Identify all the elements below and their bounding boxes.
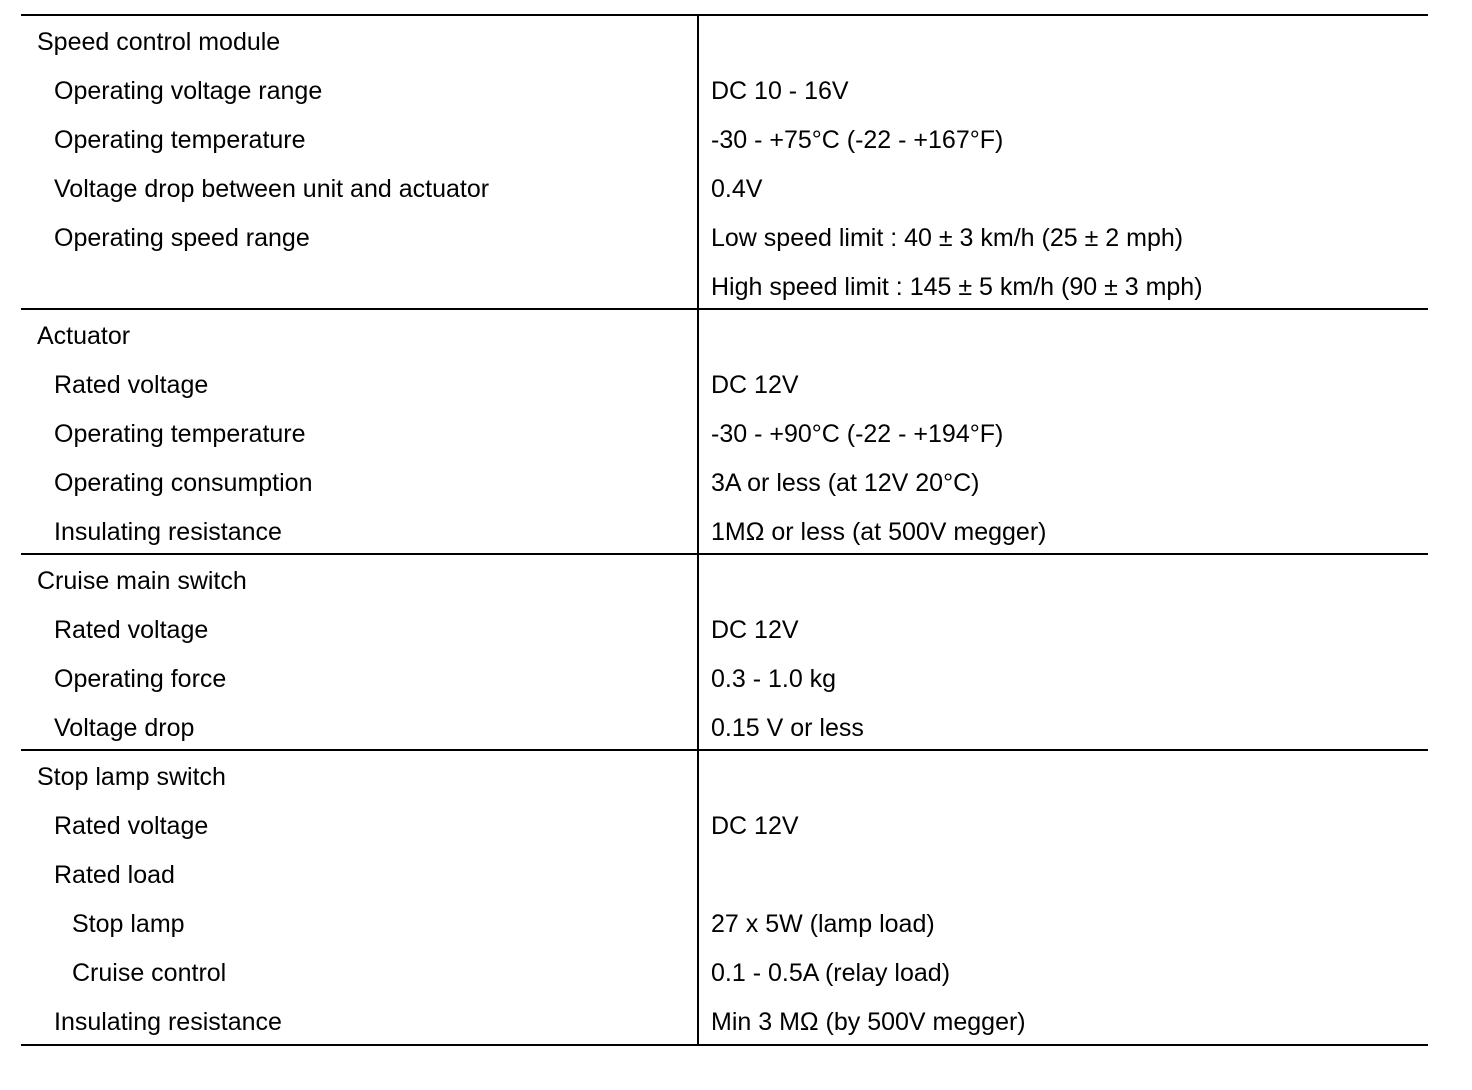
spec-label: Cruise control (72, 959, 227, 987)
spec-label: Insulating resistance (54, 1008, 282, 1036)
spec-value: DC 12V (711, 812, 799, 840)
table-row (0, 116, 1472, 165)
spec-value: 0.1 - 0.5A (relay load) (711, 959, 951, 987)
spec-value: -30 - +90°C (-22 - +194°F) (711, 420, 1004, 448)
spec-label: Voltage drop between unit and actuator (54, 175, 490, 203)
table-row (0, 949, 1472, 998)
section-header-row (0, 557, 1472, 606)
spec-value: -30 - +75°C (-22 - +167°F) (711, 126, 1004, 154)
spec-value: 1MΩ or less (at 500V megger) (711, 518, 1047, 546)
spec-label: Rated voltage (54, 812, 209, 840)
spec-value: DC 10 - 16V (711, 77, 849, 105)
table-row (0, 459, 1472, 508)
spec-label: Rated load (54, 861, 175, 889)
table-row (0, 214, 1472, 263)
section-header-row (0, 18, 1472, 67)
table-row (0, 410, 1472, 459)
spec-label: Operating speed range (54, 224, 310, 252)
spec-label: Operating force (54, 665, 227, 693)
section-title: Cruise main switch (37, 567, 247, 595)
table-row (0, 361, 1472, 410)
spec-value: High speed limit : 145 ± 5 km/h (90 ± 3 mph) (711, 273, 1203, 301)
table-row (0, 508, 1472, 557)
spec-value: Low speed limit : 40 ± 3 km/h (25 ± 2 mph) (711, 224, 1184, 252)
section-header-row (0, 753, 1472, 802)
table-row (0, 704, 1472, 753)
spec-label: Operating consumption (54, 469, 313, 497)
spec-value: DC 12V (711, 371, 799, 399)
spec-value: 3A or less (at 12V 20°C) (711, 469, 980, 497)
table-row (0, 802, 1472, 851)
table-row (0, 900, 1472, 949)
spec-value: Min 3 MΩ (by 500V megger) (711, 1008, 1026, 1036)
section-title: Stop lamp switch (37, 763, 226, 791)
spec-value: DC 12V (711, 616, 799, 644)
section-title: Actuator (37, 322, 131, 350)
spec-value: 0.4V (711, 175, 763, 203)
spec-label: Insulating resistance (54, 518, 282, 546)
table-top-rule (21, 14, 1428, 16)
spec-value: 0.15 V or less (711, 714, 864, 742)
section-header-row (0, 312, 1472, 361)
table-row (0, 655, 1472, 704)
spec-label: Operating voltage range (54, 77, 323, 105)
spec-label: Stop lamp (72, 910, 185, 938)
spec-value: 0.3 - 1.0 kg (711, 665, 837, 693)
spec-label: Operating temperature (54, 420, 306, 448)
spec-label: Rated voltage (54, 616, 209, 644)
spec-label: Operating temperature (54, 126, 306, 154)
table-row (0, 851, 1472, 900)
table-row (0, 998, 1472, 1047)
spec-value: 27 x 5W (lamp load) (711, 910, 935, 938)
section-title: Speed control module (37, 28, 281, 56)
spec-label: Rated voltage (54, 371, 209, 399)
table-row (0, 263, 1472, 312)
table-row (0, 606, 1472, 655)
table-row (0, 67, 1472, 116)
table-row (0, 165, 1472, 214)
spec-label: Voltage drop (54, 714, 195, 742)
